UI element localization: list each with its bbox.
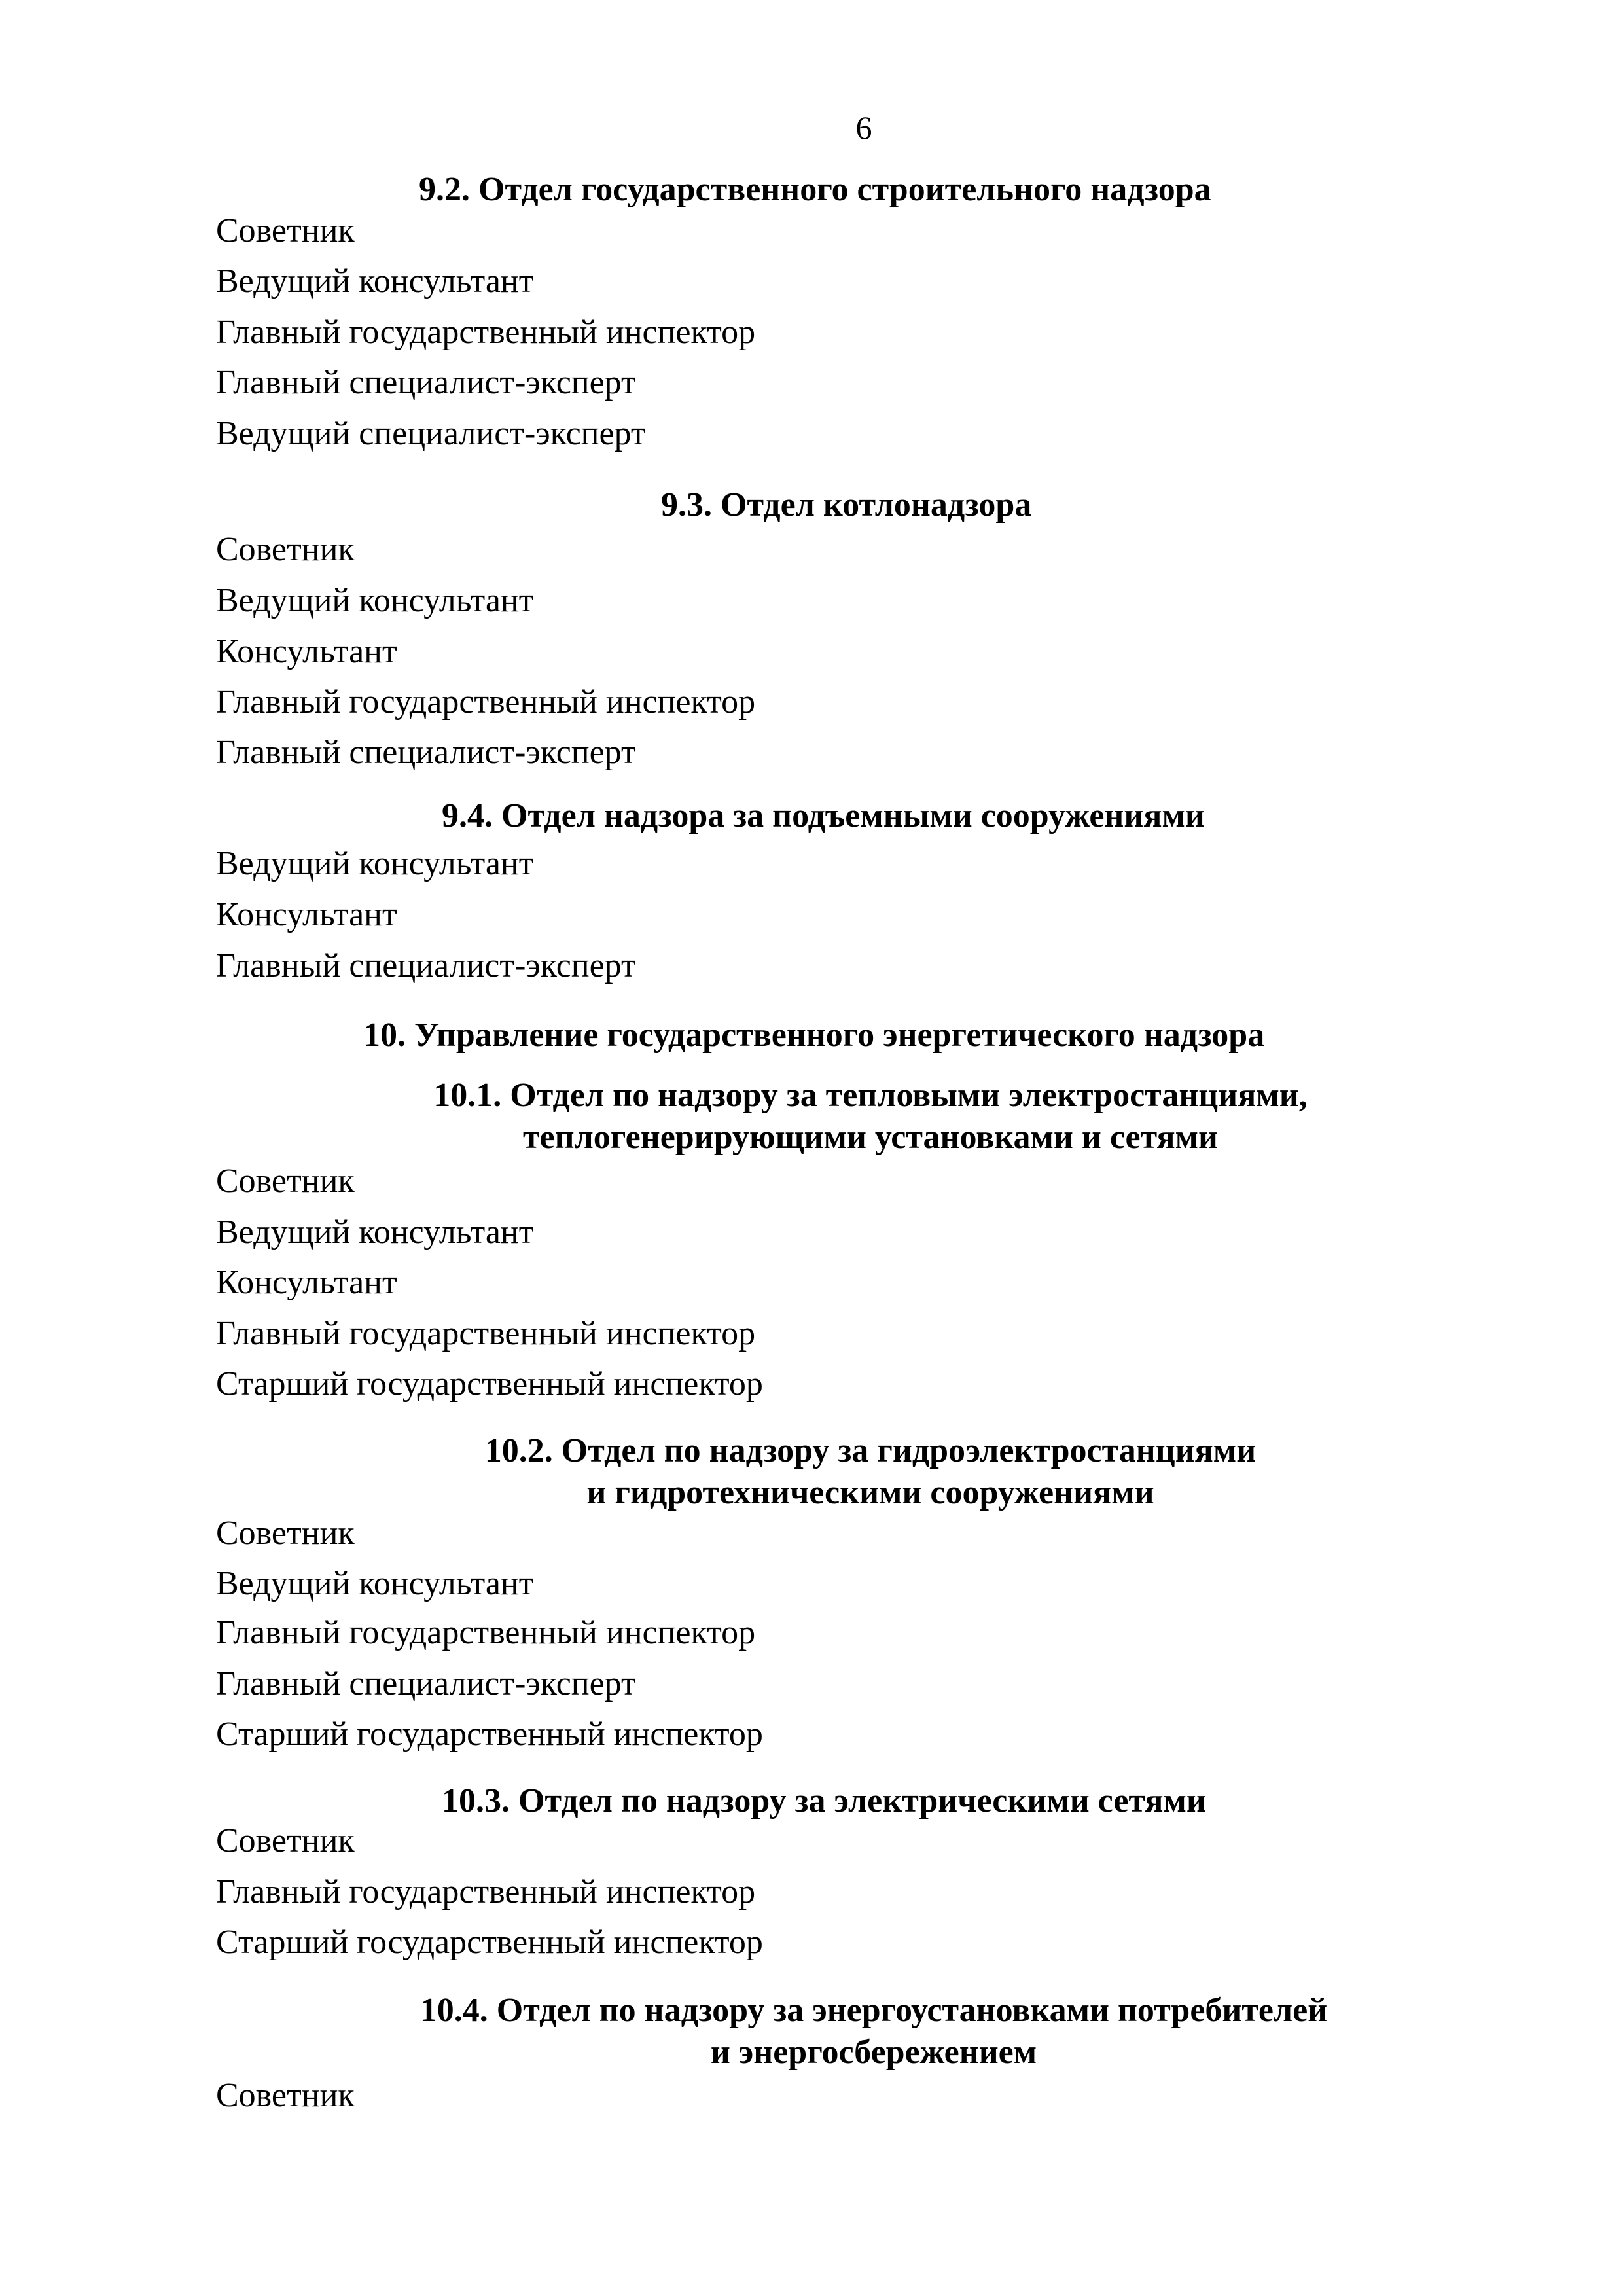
section-heading-9-2: 9.2. Отдел государственного строительного надзора [419, 171, 1211, 208]
section-heading-10: 10. Управление государственного энергетического надзора [363, 1016, 1265, 1054]
position-item: Главный специалист-эксперт [216, 364, 636, 401]
section-heading-9-4: 9.4. Отдел надзора за подъемными сооружениями [442, 797, 1205, 834]
position-item: Главный специалист-эксперт [216, 947, 636, 984]
position-item: Консультант [216, 1264, 397, 1301]
section-heading-line: теплогенерирующими установками и сетями [523, 1119, 1218, 1156]
position-item: Старший государственный инспектор [216, 1924, 763, 1961]
position-item: Консультант [216, 633, 397, 670]
page-number: 6 [855, 109, 872, 146]
position-item: Ведущий консультант [216, 1213, 534, 1251]
section-heading-line: и гидротехническими сооружениями [586, 1474, 1154, 1511]
position-item: Советник [216, 2077, 355, 2114]
position-item: Советник [216, 1822, 355, 1859]
position-item: Советник [216, 1162, 355, 1200]
position-item: Консультант [216, 896, 397, 933]
section-heading-9-3: 9.3. Отдел котлонадзора [661, 486, 1032, 524]
section-heading-line: и энергосбережением [710, 2034, 1037, 2071]
section-heading-10-4 [360, 1990, 1387, 2073]
position-item: Главный государственный инспектор [216, 1873, 756, 1910]
position-item: Главный государственный инспектор [216, 1614, 756, 1651]
position-item: Главный специалист-эксперт [216, 1665, 636, 1702]
position-item: Советник [216, 531, 355, 568]
position-item: Ведущий консультант [216, 262, 534, 300]
position-item: Ведущий специалист-эксперт [216, 415, 646, 452]
section-heading-10-3: 10.3. Отдел по надзору за электрическими сетями [442, 1782, 1206, 1820]
position-item: Старший государственный инспектор [216, 1715, 763, 1753]
position-item: Ведущий консультант [216, 1565, 534, 1602]
section-heading-10-1 [360, 1075, 1381, 1158]
position-item: Советник [216, 1515, 355, 1552]
section-heading-10-2 [425, 1430, 1315, 1514]
section-heading-line: 10.4. Отдел по надзору за энергоустановками потребителей [419, 1992, 1328, 2029]
position-item: Ведущий консультант [216, 845, 534, 882]
position-item: Главный государственный инспектор [216, 314, 756, 351]
position-item: Главный специалист-эксперт [216, 734, 636, 771]
position-item: Советник [216, 212, 355, 249]
position-item: Старший государственный инспектор [216, 1365, 763, 1403]
position-item: Главный государственный инспектор [216, 1315, 756, 1352]
position-item: Главный государственный инспектор [216, 683, 756, 721]
position-item: Ведущий консультант [216, 582, 534, 619]
section-heading-line: 10.2. Отдел по надзору за гидроэлектростанциями [484, 1432, 1257, 1469]
section-heading-line: 10.1. Отдел по надзору за тепловыми электростанциями, [433, 1077, 1308, 1114]
